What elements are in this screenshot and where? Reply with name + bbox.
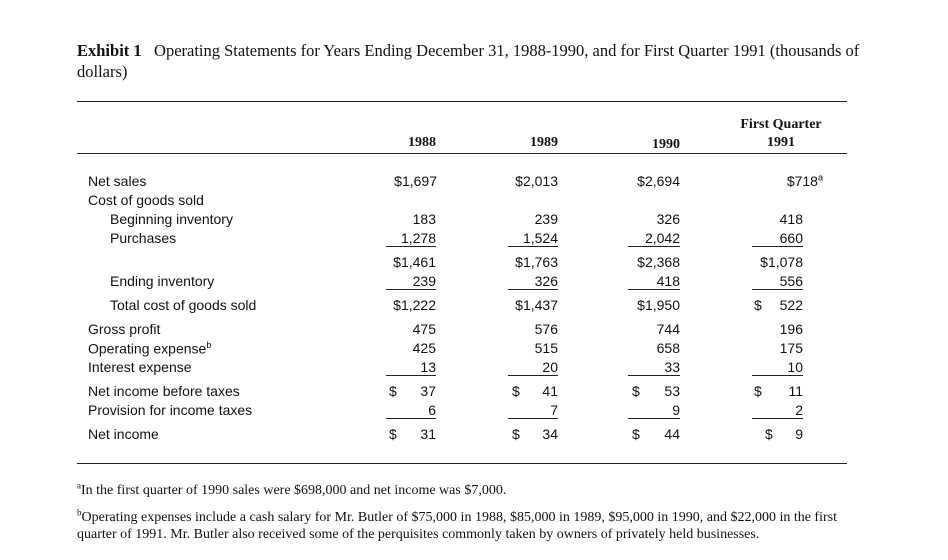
interest-1990: 33	[628, 359, 680, 376]
col-header-1990: 1990	[652, 137, 680, 152]
exhibit-caption: Operating Statements for Years Ending December 31, 1988-1990, and for First Quarter 1991 (thousands of dollars)	[77, 41, 860, 81]
net-sales-1989: $2,013	[515, 173, 558, 189]
interest-1988: 13	[386, 359, 436, 376]
nibt-1990-dollar: $	[632, 383, 640, 399]
total-cogs-1988: $1,222	[393, 297, 436, 313]
net-income-1988: 31	[420, 426, 436, 442]
gross-profit-1988: 475	[412, 321, 436, 337]
gross-profit-q1-1991: 196	[779, 321, 803, 337]
label-interest-expense: Interest expense	[88, 359, 192, 375]
opex-1990: 658	[656, 340, 680, 356]
label-net-income: Net income	[88, 426, 159, 442]
footnote-b-text: Operating expenses include a cash salary for Mr. Butler of $75,000 in 1988, $85,000 in 1989, $95,000 in 1990, and $22,000 in the first quarter of 1991. Mr. Butler also received some of the perquisites commonly taken by owners of privately held businesses.	[77, 510, 837, 542]
label-ending-inventory: Ending inventory	[110, 273, 215, 289]
nibt-q1-1991-dollar: $	[754, 383, 762, 399]
net-income-1989: 34	[542, 426, 558, 442]
label-gross-profit: Gross profit	[88, 321, 161, 337]
footnote-b-mark: b	[77, 507, 82, 518]
bottom-rule	[77, 463, 847, 464]
net-income-q1-1991: 9	[795, 426, 803, 442]
opex-1988: 425	[412, 340, 436, 356]
label-net-sales: Net sales	[88, 173, 147, 189]
provision-1989: 7	[508, 402, 558, 419]
opex-q1-1991: 175	[779, 340, 803, 356]
total-cogs-q1-1991: 522	[779, 297, 803, 313]
subtotal-1990: $2,368	[637, 254, 680, 270]
net-sales-q1-1991	[740, 173, 823, 189]
beg-inv-1990: 326	[656, 211, 680, 227]
label-operating-expense-text: Operating expense	[88, 340, 207, 357]
end-inv-1989: 326	[508, 273, 558, 290]
label-operating-expense	[88, 340, 211, 357]
col-header-first-quarter-line1: First Quarter	[740, 117, 822, 132]
nibt-1988: 37	[420, 383, 436, 399]
end-inv-1990: 418	[628, 273, 680, 290]
nibt-1990: 53	[664, 383, 680, 399]
exhibit-title	[77, 40, 867, 82]
nibt-1989-dollar: $	[512, 383, 520, 399]
col-header-1988: 1988	[408, 135, 436, 150]
gross-profit-1990: 744	[656, 321, 680, 337]
footnote-a-text: In the first quarter of 1990 sales were $698,000 and net income was $7,000.	[81, 483, 507, 498]
col-header-1989: 1989	[530, 135, 558, 150]
net-income-1990: 44	[664, 426, 680, 442]
exhibit-number: Exhibit 1	[77, 41, 142, 60]
footnote-a	[77, 482, 867, 499]
beg-inv-1989: 239	[534, 211, 558, 227]
label-purchases: Purchases	[110, 230, 177, 246]
label-cogs: Cost of goods sold	[88, 192, 204, 208]
interest-1989: 20	[508, 359, 558, 376]
net-sales-q1-1991-value: $718	[786, 173, 818, 189]
purchases-1989: 1,524	[508, 230, 558, 247]
label-nibt: Net income before taxes	[88, 383, 240, 399]
provision-q1-1991: 2	[752, 402, 803, 419]
purchases-q1-1991: 660	[752, 230, 803, 247]
col-header-first-quarter	[722, 116, 840, 152]
net-sales-1990: $2,694	[637, 173, 680, 189]
footnote-b-marker: b	[206, 340, 212, 350]
provision-1990: 9	[628, 402, 680, 419]
total-cogs-q1-1991-dollar: $	[754, 297, 762, 313]
nibt-1989: 41	[542, 383, 558, 399]
provision-1988: 6	[386, 402, 436, 419]
net-income-q1-1991-dollar: $	[765, 426, 773, 442]
end-inv-1988: 239	[386, 273, 436, 290]
footnote-a-mark: a	[77, 480, 81, 491]
gross-profit-1989: 576	[534, 321, 558, 337]
label-total-cogs: Total cost of goods sold	[110, 297, 257, 313]
subtotal-q1-1991: $1,078	[760, 254, 803, 270]
opex-1989: 515	[534, 340, 558, 356]
top-rule	[77, 101, 847, 102]
nibt-q1-1991: 11	[788, 383, 803, 399]
interest-q1-1991: 10	[752, 359, 803, 376]
net-income-1990-dollar: $	[632, 426, 640, 442]
beg-inv-q1-1991: 418	[779, 211, 803, 227]
footnote-a-marker: a	[817, 172, 823, 183]
net-income-1989-dollar: $	[512, 426, 520, 442]
col-header-first-quarter-line2: 1991	[767, 135, 795, 150]
subtotal-1989: $1,763	[515, 254, 558, 270]
purchases-1990: 2,042	[628, 230, 680, 247]
label-beginning-inventory: Beginning inventory	[110, 211, 233, 227]
purchases-1988: 1,278	[386, 230, 436, 247]
beg-inv-1988: 183	[412, 211, 436, 227]
label-provision: Provision for income taxes	[88, 402, 253, 418]
total-cogs-1990: $1,950	[637, 297, 680, 313]
total-cogs-1989: $1,437	[515, 297, 558, 313]
end-inv-q1-1991: 556	[752, 273, 803, 290]
header-rule	[77, 153, 847, 154]
net-sales-1988: $1,697	[394, 173, 437, 189]
nibt-1988-dollar: $	[389, 383, 397, 399]
net-income-1988-dollar: $	[389, 426, 397, 442]
subtotal-1988: $1,461	[393, 254, 436, 270]
footnote-b	[77, 509, 867, 543]
